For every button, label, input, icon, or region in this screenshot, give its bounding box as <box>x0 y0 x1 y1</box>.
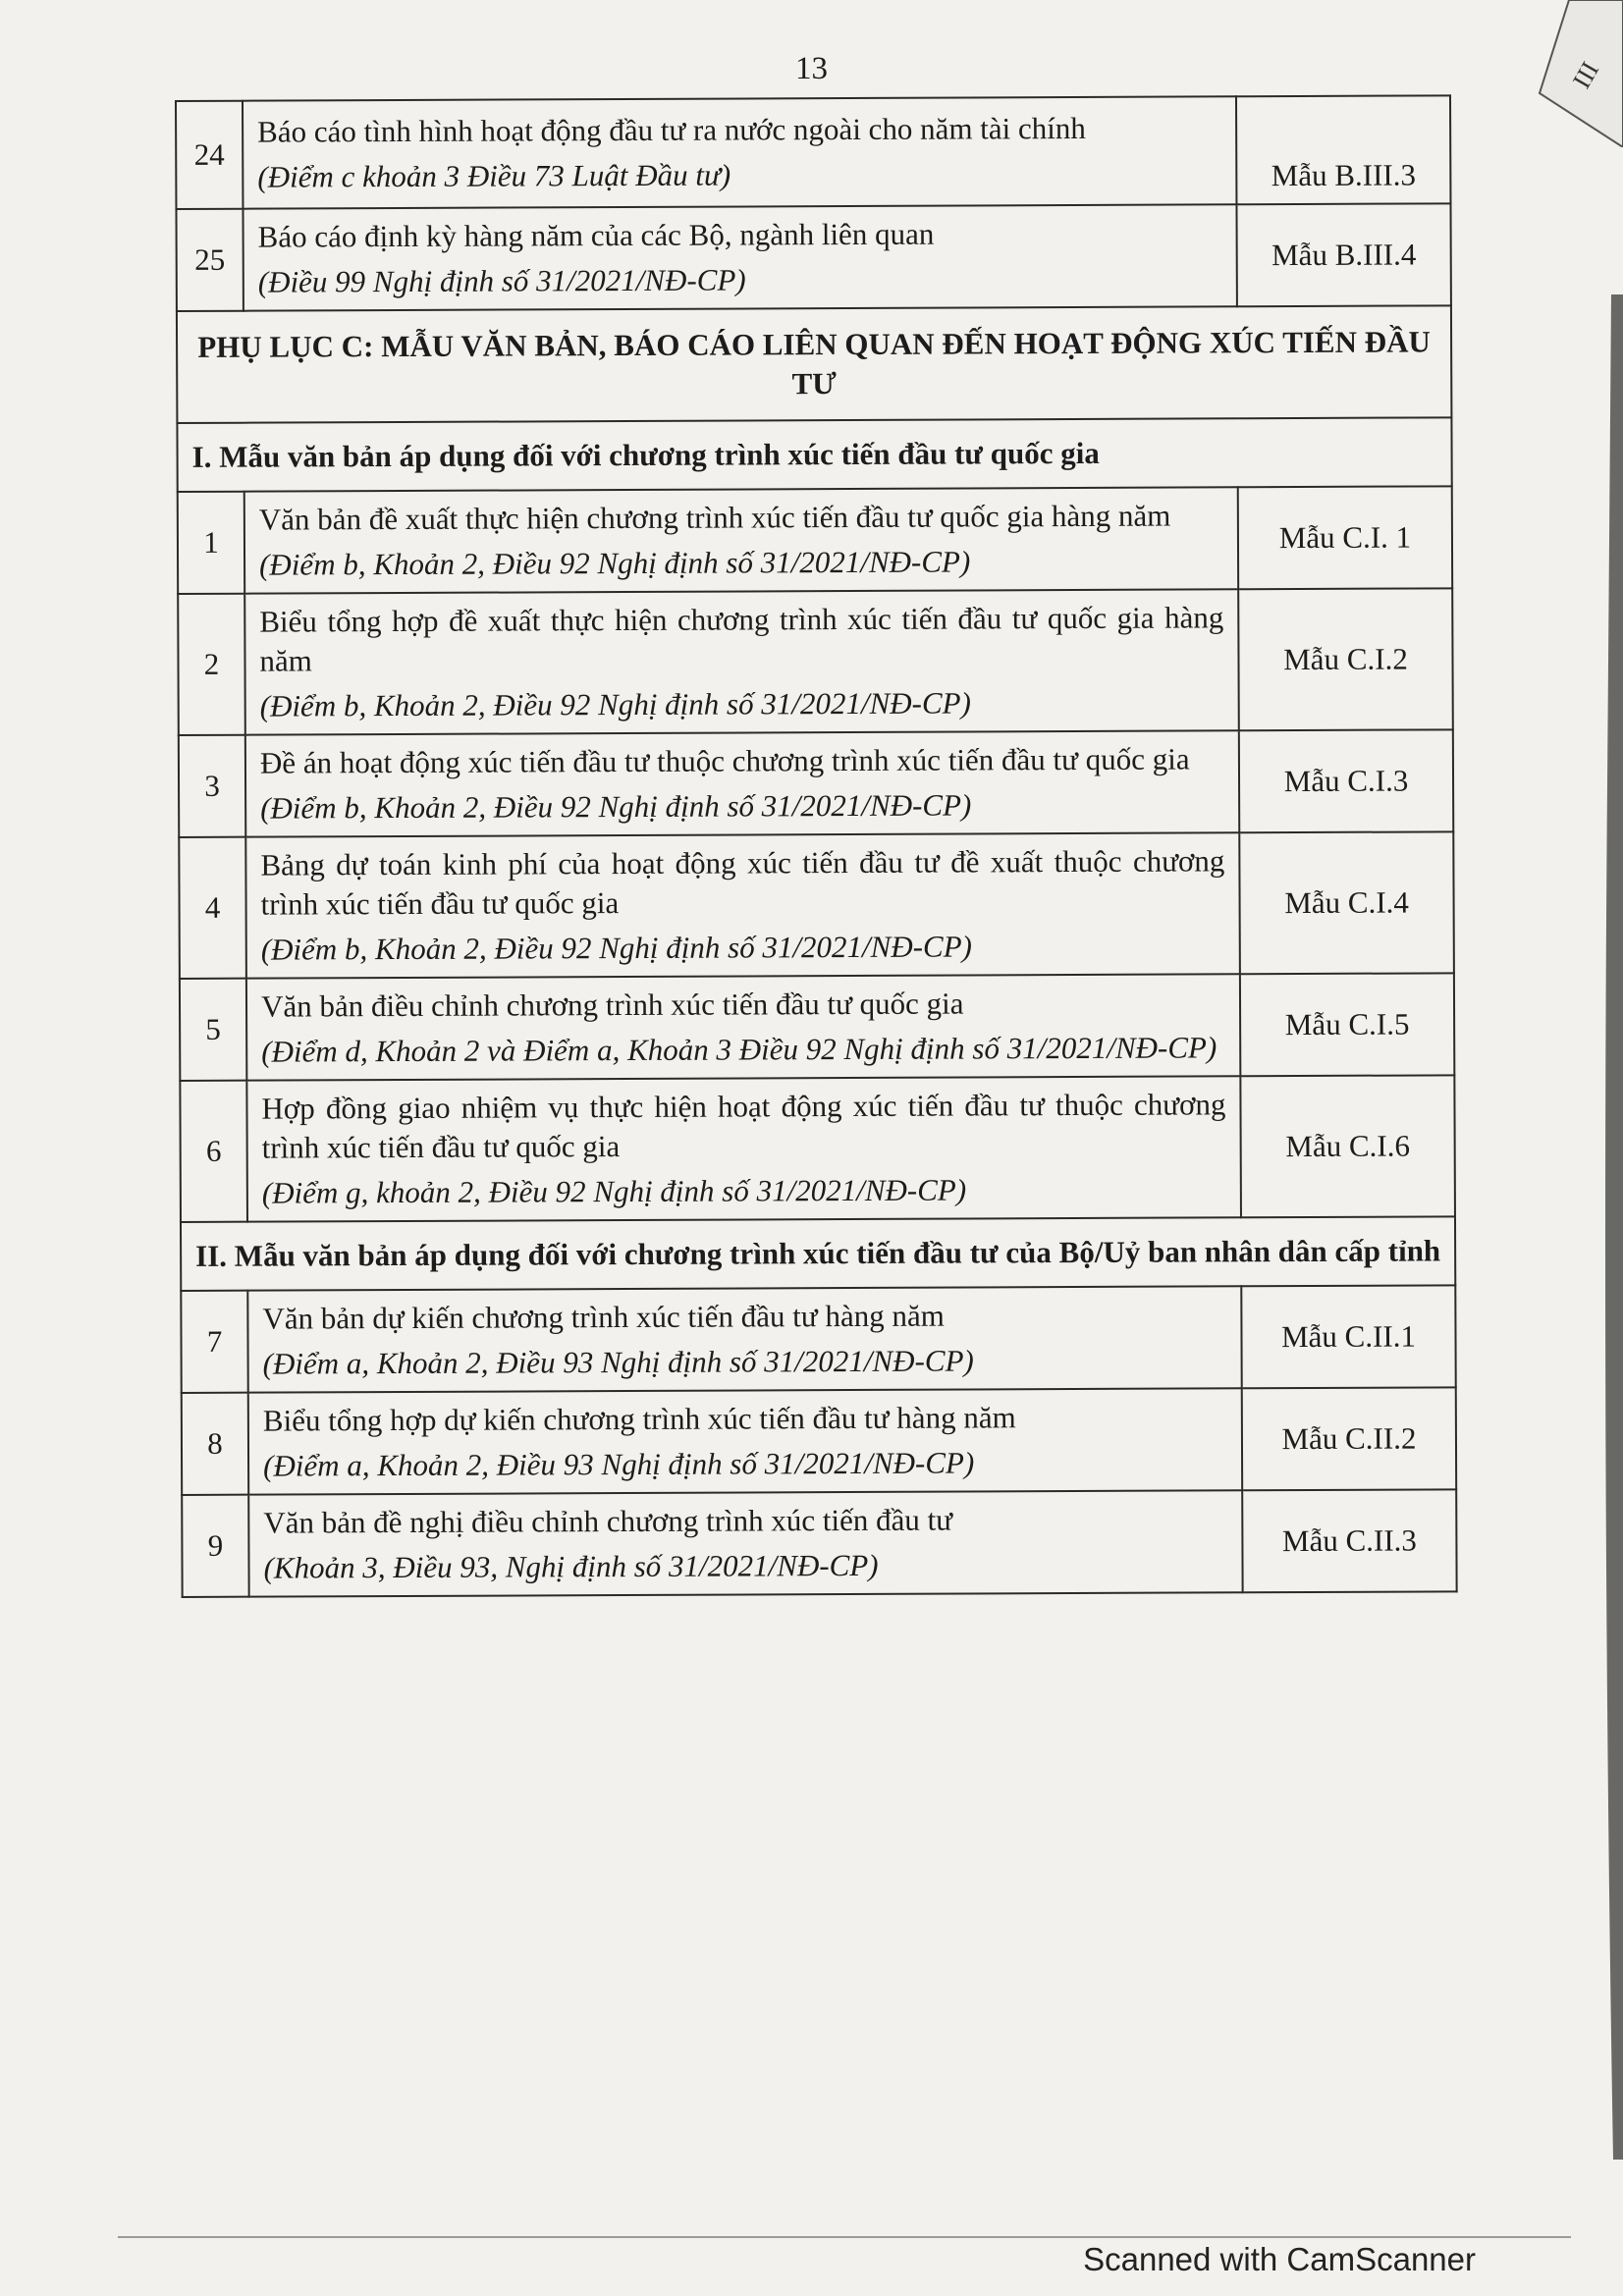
scan-edge-shadow <box>1594 294 1623 2160</box>
section-2-title: II. Mẫu văn bản áp dụng đối với chương trình xúc tiến đầu tư của Bộ/Uỷ ban nhân dân cấp tỉnh <box>181 1216 1455 1291</box>
row-title: Văn bản dự kiến chương trình xúc tiến đầu tư hàng năm <box>262 1298 945 1336</box>
row-content <box>243 204 1236 310</box>
row-legal-reference: (Điểm b, Khoản 2, Điều 92 Nghị định số 31/2021/NĐ-CP) <box>260 787 972 826</box>
row-legal-reference: (Điểm g, khoản 2, Điều 92 Nghị định số 31/2021/NĐ-CP) <box>261 1172 967 1210</box>
row-form-code: Mẫu B.III.4 <box>1236 203 1450 306</box>
row-title: Biểu tổng hợp đề xuất thực hiện chương trình xúc tiến đầu tư quốc gia hàng năm <box>259 600 1224 678</box>
table-row <box>182 1387 1456 1495</box>
row-title: Báo cáo tình hình hoạt động đầu tư ra nước ngoài cho năm tài chính <box>257 110 1086 149</box>
row-legal-reference: (Điểm d, Khoản 2 và Điểm a, Khoản 3 Điều 92 Nghị định số 31/2021/NĐ-CP) <box>261 1030 1217 1069</box>
row-legal-reference: (Khoản 3, Điều 93, Nghị định số 31/2021/NĐ-CP) <box>263 1547 879 1585</box>
row-content <box>243 96 1236 208</box>
row-form-code: Mẫu C.I.6 <box>1240 1075 1455 1217</box>
row-content <box>245 832 1240 978</box>
row-legal-reference: (Điểm b, Khoản 2, Điều 92 Nghị định số 31/2021/NĐ-CP) <box>259 685 971 723</box>
row-title: Biểu tổng hợp dự kiến chương trình xúc tiến đầu tư hàng năm <box>262 1400 1016 1438</box>
row-legal-reference: (Điểm a, Khoản 2, Điều 93 Nghị định số 31/2021/NĐ-CP) <box>262 1445 975 1483</box>
row-content <box>246 1076 1241 1221</box>
section-header-row <box>177 417 1451 492</box>
appendix-header-row <box>177 305 1451 423</box>
table-row <box>179 729 1453 837</box>
row-title: Báo cáo định kỳ hàng năm của các Bộ, ngành liên quan <box>257 216 935 254</box>
corner-mark-text: III <box>1567 56 1605 93</box>
row-title: Hợp đồng giao nhiệm vụ thực hiện hoạt động xúc tiến đầu tư thuộc chương trình xúc tiến đầu tư quốc gia <box>261 1087 1226 1165</box>
row-legal-reference: (Điểm b, Khoản 2, Điều 92 Nghị định số 31/2021/NĐ-CP) <box>260 929 973 967</box>
row-form-code: Mẫu C.II.2 <box>1242 1387 1456 1490</box>
row-content <box>245 730 1239 836</box>
row-number: 2 <box>178 594 245 735</box>
adjacent-page-corner <box>1530 0 1623 147</box>
row-number: 8 <box>182 1393 248 1495</box>
table-row <box>182 1489 1456 1597</box>
row-number: 3 <box>179 735 245 837</box>
table-row <box>176 203 1450 311</box>
row-title: Bảng dự toán kinh phí của hoạt động xúc tiến đầu tư đề xuất thuộc chương trình xúc tiến đầu tư quốc gia <box>260 843 1225 922</box>
row-number: 1 <box>178 492 244 594</box>
section-1-title: I. Mẫu văn bản áp dụng đối với chương trình xúc tiến đầu tư quốc gia <box>177 417 1451 492</box>
row-number: 9 <box>182 1495 248 1597</box>
row-legal-reference: (Điểm c khoản 3 Điều 73 Luật Đầu tư) <box>257 157 731 194</box>
row-number: 7 <box>181 1291 247 1393</box>
row-form-code: Mẫu C.I.5 <box>1240 973 1454 1076</box>
row-content <box>247 1286 1241 1392</box>
table-row <box>180 1075 1455 1222</box>
page-number: 13 <box>795 51 828 86</box>
row-content <box>246 974 1240 1080</box>
row-form-code: Mẫu C.I. 1 <box>1238 486 1452 589</box>
row-form-code: Mẫu C.I.3 <box>1239 729 1453 832</box>
row-title: Đề án hoạt động xúc tiến đầu tư thuộc chương trình xúc tiến đầu tư quốc gia <box>259 741 1190 780</box>
row-legal-reference: (Điều 99 Nghị định số 31/2021/NĐ-CP) <box>257 262 746 299</box>
row-content <box>244 487 1238 593</box>
row-form-code: Mẫu C.II.1 <box>1241 1285 1455 1388</box>
table-row <box>180 973 1454 1081</box>
table-row <box>181 1285 1455 1393</box>
row-number: 24 <box>176 101 243 209</box>
appendix-c-title: PHỤ LỤC C: MẪU VĂN BẢN, BÁO CÁO LIÊN QUAN ĐẾN HOẠT ĐỘNG XÚC TIẾN ĐẦU TƯ <box>177 305 1451 423</box>
row-form-code: Mẫu C.II.3 <box>1242 1489 1456 1592</box>
row-number: 4 <box>179 837 246 979</box>
row-content <box>248 1490 1242 1596</box>
table-row <box>178 588 1453 735</box>
footer-divider <box>118 2236 1571 2238</box>
table-row <box>178 486 1452 594</box>
row-form-code: Mẫu C.I.2 <box>1238 588 1453 730</box>
row-title: Văn bản điều chỉnh chương trình xúc tiến đầu tư quốc gia <box>260 986 964 1024</box>
row-number: 25 <box>176 209 243 311</box>
scanner-watermark: Scanned with CamScanner <box>1083 2241 1476 2277</box>
row-content <box>248 1388 1242 1494</box>
row-form-code: Mẫu B.III.3 <box>1236 95 1450 204</box>
row-number: 5 <box>180 979 246 1081</box>
row-legal-reference: (Điểm a, Khoản 2, Điều 93 Nghị định số 31/2021/NĐ-CP) <box>262 1343 974 1381</box>
row-title: Văn bản đề nghị điều chỉnh chương trình xúc tiến đầu tư <box>263 1502 953 1540</box>
section-header-row <box>181 1216 1455 1291</box>
row-content <box>244 589 1239 734</box>
row-title: Văn bản đề xuất thực hiện chương trình xúc tiến đầu tư quốc gia hàng năm <box>258 498 1171 537</box>
document-table <box>175 94 1458 1598</box>
table-row <box>176 95 1450 209</box>
row-legal-reference: (Điểm b, Khoản 2, Điều 92 Nghị định số 31/2021/NĐ-CP) <box>258 544 971 582</box>
row-number: 6 <box>180 1081 247 1222</box>
row-form-code: Mẫu C.I.4 <box>1239 831 1454 974</box>
table-row <box>179 831 1454 979</box>
